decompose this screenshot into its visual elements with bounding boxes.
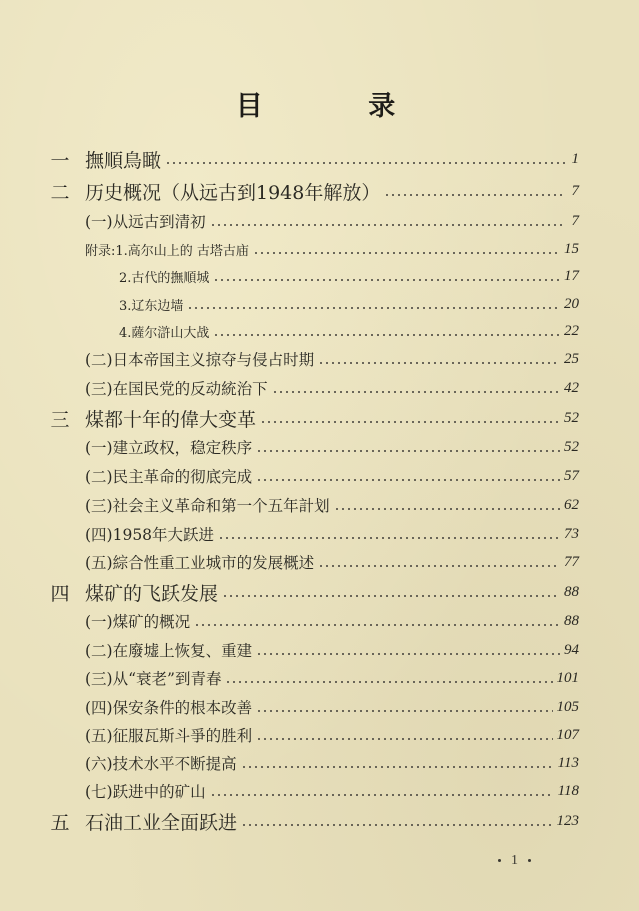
toc-entry — [85, 667, 579, 689]
dot-leader — [210, 794, 554, 796]
toc-section — [0, 693, 639, 721]
toc-entry — [85, 436, 579, 458]
dot-leader — [241, 824, 552, 826]
entry-title: (五)綜合性重工业城市的发展概述 — [85, 554, 315, 572]
toc-section — [0, 491, 639, 519]
entry-title: (五)征服瓦斯斗爭的胜利 — [85, 727, 253, 745]
dot-leader — [384, 194, 565, 196]
dot-leader — [222, 595, 560, 597]
entry-page-number: 52 — [564, 409, 579, 426]
toc-entry — [119, 295, 579, 314]
dot-leader — [334, 508, 560, 510]
chapter-number: 四 — [50, 582, 70, 605]
dot-leader — [256, 738, 552, 740]
chapter-number: 三 — [50, 408, 70, 431]
entry-page-number: 25 — [564, 350, 579, 367]
toc-chapter — [0, 807, 639, 835]
toc-entry — [119, 322, 579, 341]
entry-page-number: 62 — [564, 496, 579, 513]
entry-page-number: 1 — [571, 150, 579, 167]
dot-leader — [165, 162, 565, 164]
entry-page-number: 113 — [557, 754, 579, 771]
toc-section — [0, 721, 639, 749]
entry-title: (六)技术水平不断提高 — [85, 755, 237, 773]
dot-leader — [260, 421, 560, 423]
dot-leader — [318, 565, 560, 567]
toc-entry — [85, 724, 579, 746]
dot-leader — [218, 537, 560, 539]
entry-page-number: 20 — [564, 295, 579, 312]
entry-title: 历史概况（从远古到1948年解放） — [85, 181, 381, 204]
entry-title: (四)1958年大跃进 — [85, 526, 215, 544]
entry-title: 煤矿的飞跃发展 — [85, 582, 219, 605]
entry-page-number: 7 — [571, 182, 579, 199]
dot-leader — [318, 362, 560, 364]
entry-title: 2.古代的撫順城 — [119, 270, 210, 286]
entry-page-number: 88 — [564, 583, 579, 600]
entry-page-number: 15 — [564, 240, 579, 257]
toc-entry — [85, 610, 579, 632]
dot-leader — [256, 653, 560, 655]
chapter-number: 二 — [50, 181, 70, 204]
toc-entry — [85, 639, 579, 661]
toc-chapter — [0, 578, 639, 606]
entry-page-number: 101 — [556, 669, 579, 686]
entry-page-number: 77 — [564, 553, 579, 570]
entry-title: (三)社会主义革命和第一个五年計划 — [85, 497, 330, 515]
entry-page-number: 73 — [564, 525, 579, 542]
entry-page-number: 118 — [557, 782, 579, 799]
toc-appendix-item — [0, 317, 639, 345]
entry-title: (三)从“衰老”到青春 — [85, 670, 222, 688]
toc-chapter — [0, 404, 639, 432]
dot-leader — [241, 766, 554, 768]
entry-title: 附录:1.高尔山上的 古塔古庙 — [85, 243, 249, 259]
toc-entry — [85, 551, 579, 573]
dot-leader — [256, 450, 560, 452]
toc-section — [0, 664, 639, 692]
chapter-number: 一 — [50, 149, 70, 172]
dot-leader — [253, 252, 560, 254]
footer-page-number: 1 — [511, 853, 518, 868]
entry-title: (一)从远古到清初 — [85, 213, 206, 231]
entry-page-number: 7 — [571, 212, 579, 229]
entry-page-number: 123 — [556, 812, 579, 829]
toc-entry — [85, 178, 579, 205]
footer-dot-left — [498, 859, 501, 862]
dot-leader — [256, 710, 552, 712]
toc-section — [0, 548, 639, 576]
entry-page-number: 105 — [556, 698, 579, 715]
toc-section — [0, 777, 639, 805]
entry-title: 4.薩尔滸山大战 — [119, 325, 210, 341]
chapter-number: 五 — [50, 811, 70, 834]
toc-entry — [85, 146, 579, 173]
toc-entry — [85, 405, 579, 432]
entry-title: (一)建立政权，稳定秩序 — [85, 439, 253, 457]
entry-title: 石油工业全面跃进 — [85, 811, 238, 834]
toc-entry — [85, 523, 579, 545]
toc-entry — [85, 752, 579, 774]
entry-title: (三)在国民党的反动統治下 — [85, 380, 268, 398]
entry-title: (二)日本帝国主义掠夺与侵占时期 — [85, 351, 315, 369]
entry-page-number: 42 — [564, 379, 579, 396]
toc-entry — [85, 696, 579, 718]
toc-entry — [119, 267, 579, 286]
toc-section — [0, 433, 639, 461]
entry-title: (四)保安条件的根本改善 — [85, 699, 253, 717]
entry-page-number: 88 — [564, 612, 579, 629]
entry-title: (二)在廢墟上恢复、重建 — [85, 642, 253, 660]
entry-page-number: 52 — [564, 438, 579, 455]
page-footer — [488, 853, 541, 869]
entry-title: (二)民主革命的彻底完成 — [85, 468, 253, 486]
toc-entry — [85, 808, 579, 835]
toc-section — [0, 207, 639, 235]
toc-section — [0, 520, 639, 548]
dot-leader — [256, 479, 560, 481]
toc-appendix-item — [0, 235, 639, 263]
entry-page-number: 22 — [564, 322, 579, 339]
toc-entry — [85, 348, 579, 370]
toc-chapter — [0, 177, 639, 205]
dot-leader — [210, 224, 565, 226]
toc-entry — [85, 240, 579, 259]
entry-title: 撫順鳥瞰 — [85, 149, 162, 172]
entry-page-number: 107 — [556, 726, 579, 743]
entry-title: (七)跃进中的矿山 — [85, 783, 206, 801]
toc-entry — [85, 780, 579, 802]
footer-dot-right — [528, 859, 531, 862]
entry-page-number: 57 — [564, 467, 579, 484]
entry-page-number: 17 — [564, 267, 579, 284]
toc-section — [0, 462, 639, 490]
toc-entry — [85, 210, 579, 232]
toc-section — [0, 636, 639, 664]
entry-page-number: 94 — [564, 641, 579, 658]
dot-leader — [194, 624, 560, 626]
dot-leader — [213, 279, 560, 281]
dot-leader — [187, 307, 560, 309]
dot-leader — [213, 334, 560, 336]
toc-section — [0, 374, 639, 402]
dot-leader — [225, 681, 552, 683]
entry-title: (一)煤矿的概况 — [85, 613, 191, 631]
toc-chapter — [0, 145, 639, 173]
toc-section — [0, 607, 639, 635]
toc-section — [0, 345, 639, 373]
toc-appendix-item — [0, 262, 639, 290]
toc-entry — [85, 579, 579, 606]
toc-entry — [85, 494, 579, 516]
toc-appendix-item — [0, 290, 639, 318]
toc-entry — [85, 465, 579, 487]
dot-leader — [272, 391, 560, 393]
toc-section — [0, 749, 639, 777]
entry-title: 煤都十年的偉大变革 — [85, 408, 257, 431]
toc-entry — [85, 377, 579, 399]
entry-title: 3.辽东边墙 — [119, 298, 184, 314]
page-title: 目 录 — [235, 91, 444, 122]
